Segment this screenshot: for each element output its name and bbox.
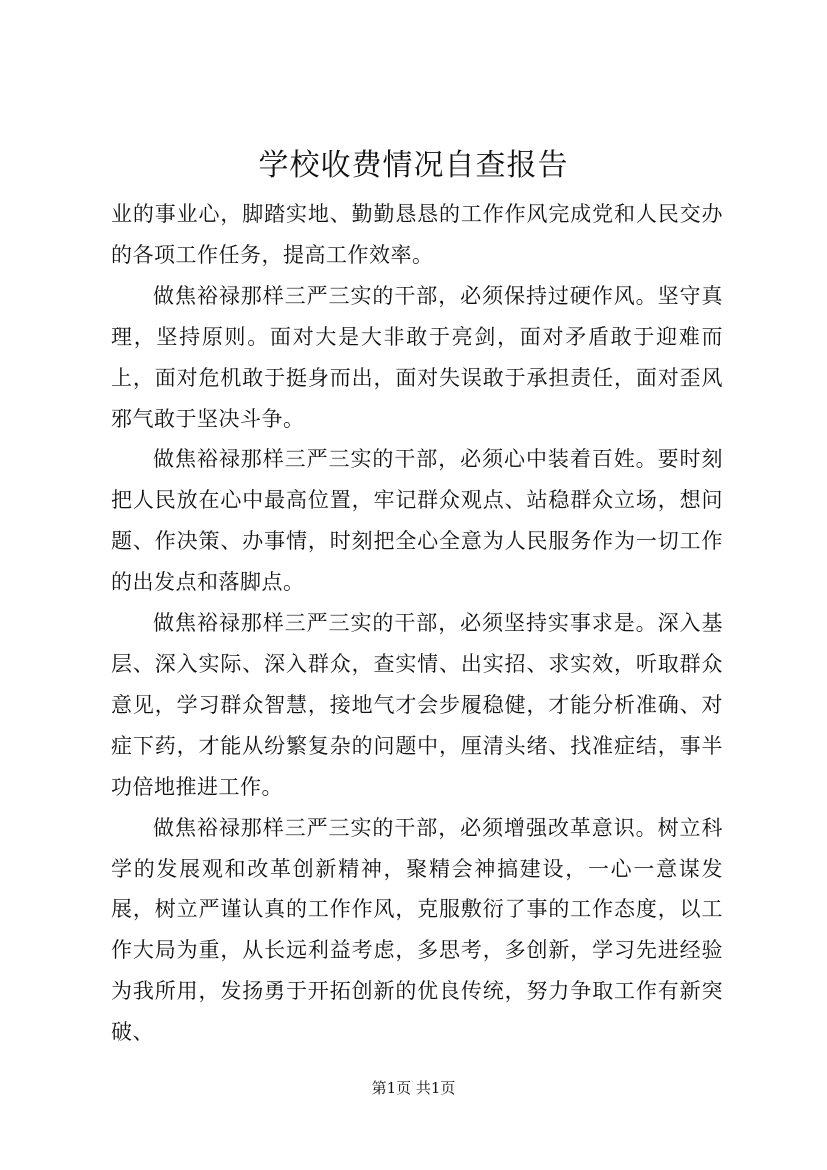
paragraph-3: 做焦裕禄那样三严三实的干部，必须心中装着百姓。要时刻把人民放在心中最高位置，牢记群众观点、站稳群众立场，想问题、作决策、办事情，时刻把全心全意为人民服务作为一切工作的出发点和落脚点。 bbox=[111, 447, 723, 595]
paragraph-1: 业的事业心，脚踏实地、勤勤恳恳的工作作风完成党和人民交办的各项工作任务，提高工作效率。 bbox=[111, 202, 723, 267]
paragraph-2: 做焦裕禄那样三严三实的干部，必须保持过硬作风。坚守真理，坚持原则。面对大是大非敢于亮剑，面对矛盾敢于迎难而上，面对危机敢于挺身而出，面对失误敢于承担责任，面对歪风邪气敢于坚决斗争。 bbox=[111, 283, 723, 431]
page-title: 学校收费情况自查报告 bbox=[258, 148, 569, 183]
paragraph-5: 做焦裕禄那样三严三实的干部，必须增强改革意识。树立科学的发展观和改革创新精神，聚精会神搞建设，一心一意谋发展，树立严谨认真的工作作风，克服敷衍了事的工作态度，以工作大局为重，从长远利益考虑，多思考，多创新，学习先进经验为我所用，发扬勇于开拓创新的优良传统，努力争取工作有新突破、 bbox=[111, 815, 723, 1045]
document-body bbox=[111, 194, 723, 1053]
page-footer: 第1页 共1页 bbox=[371, 1079, 456, 1097]
paragraph-4: 做焦裕禄那样三严三实的干部，必须坚持实事求是。深入基层、深入实际、深入群众，查实情、出实招、求实效，听取群众意见，学习群众智慧，接地气才会步履稳健，才能分析准确、对症下药，才能从纷繁复杂的问题中，厘清头绪、找准症结，事半功倍地推进工作。 bbox=[111, 611, 723, 799]
